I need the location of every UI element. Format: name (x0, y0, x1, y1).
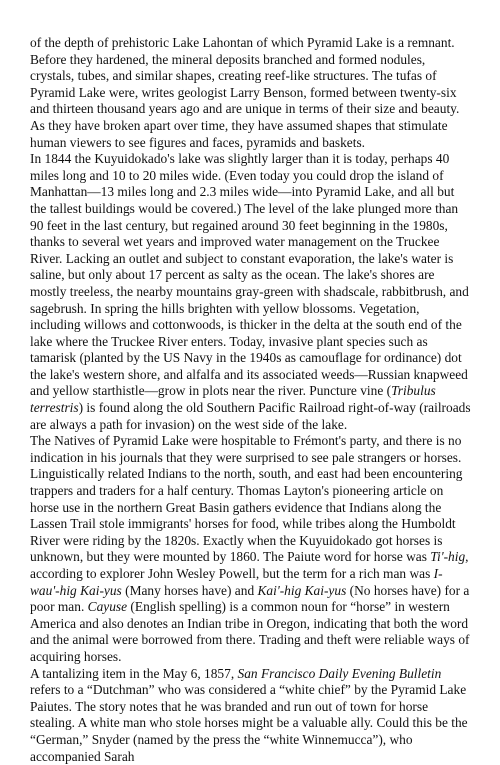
italic-text: Kai'-hig Kai-yus (257, 582, 347, 598)
text-segment: refers to a “Dutchman” who was considered a “white chief” by the Pyramid Lake Paiutes. The story notes that he was branded and run out of town for horse stealing. A white man who stole horses might be a valuable ally. Could this be the “German,” Snyder (named by the press the “white Winnemucca”), who accompanied Sarah (30, 682, 468, 764)
italic-text: Cayuse (87, 599, 128, 615)
italic-text: I-wau'-hig Kai-yus (30, 566, 443, 598)
paragraph (30, 433, 471, 665)
text-segment: , according to explorer John Wesley Powell, but the term for a rich man was (30, 549, 469, 581)
text-segment: of the depth of prehistoric Lake Lahontan of which Pyramid Lake is a remnant. Before they hardened, the mineral deposits branched and formed nodules, crystals, tubes, and similar shapes, creating reef-like structures. The tufas of Pyramid Lake were, writes geologist Larry Benson, formed between twenty-six and thirteen thousand years ago and are unique in terms of their size and beauty. As they have broken apart over time, they have assumed shapes that stimulate human viewers to see figures and faces, pyramids and baskets. (30, 35, 460, 150)
italic-text: San Francisco Daily Evening Bulletin (237, 665, 442, 681)
text-segment: (Many horses have) and (121, 582, 258, 598)
text-segment: The Natives of Pyramid Lake were hospitable to Frémont's party, and there is no indication in his journals that they were surprised to see pale strangers or horses. Linguistically related Indians to the north, south, and east had been encountering trappers and traders for a half century. Thomas Layton's pioneering article on horse use in the northern Great Basin gathers evidence that Indians along the Lassen Trail stole immigrants' horses for food, while tribes along the Humboldt River were riding by the 1820s. Exactly when the Kuyuidokado got horses is unknown, but they were mounted by 1860. The Paiute word for horse was (30, 433, 463, 565)
italic-text: Ti'-hig (430, 549, 466, 565)
paragraph (30, 666, 471, 765)
paragraph (30, 35, 471, 151)
paragraph (30, 151, 471, 433)
text-segment: (English spelling) is a common noun for “horse” in western America and also denotes an Indian tribe in Oregon, indicating that both the word and the animal were borrowed from there. Trading and theft were reliable ways of acquiring horses. (30, 599, 470, 664)
text-segment: (No horses have) for a poor man. (30, 582, 470, 615)
text-segment: A tantalizing item in the May 6, 1857, (30, 665, 238, 681)
italic-text: Tribulus terrestris (30, 383, 436, 416)
text-segment: In 1844 the Kuyuidokado's lake was slightly larger than it is today, perhaps 40 miles long and 10 to 20 miles wide. (Even today you could drop the island of Manhattan—13 miles long and 2.3 miles wide—into Pyramid Lake, and all but the tallest buildings would be covered.) The level of the lake plunged more than 90 feet in the last century, but regained around 30 feet beginning in the 1980s, thanks to several wet years and improved water management on the Truckee River. Lacking an outlet and subject to constant evaporation, the lake's water is saline, but only about 17 percent as salty as the ocean. The lake's shores are mostly treeless, the nearby mountains gray-green with shadscale, rabbitbrush, and sagebrush. In spring the hills brighten with yellow blossoms. Vegetation, including willows and cottonwoods, is thicker in the delta at the south end of the lake where the Truckee River enters. Today, invasive plant species such as tamarisk (planted by the US Navy in the 1940s as camouflage for ordinance) dot the lake's western shore, and alfalfa and its associated weeds—Russian knapweed and yellow starthistle—grow in plots near the river. Puncture vine ( (30, 151, 469, 399)
text-segment: ) is found along the old Southern Pacific Railroad right-of-way (railroads are always a path for invasion) on the west side of the lake. (30, 400, 471, 432)
body-text (30, 35, 471, 765)
